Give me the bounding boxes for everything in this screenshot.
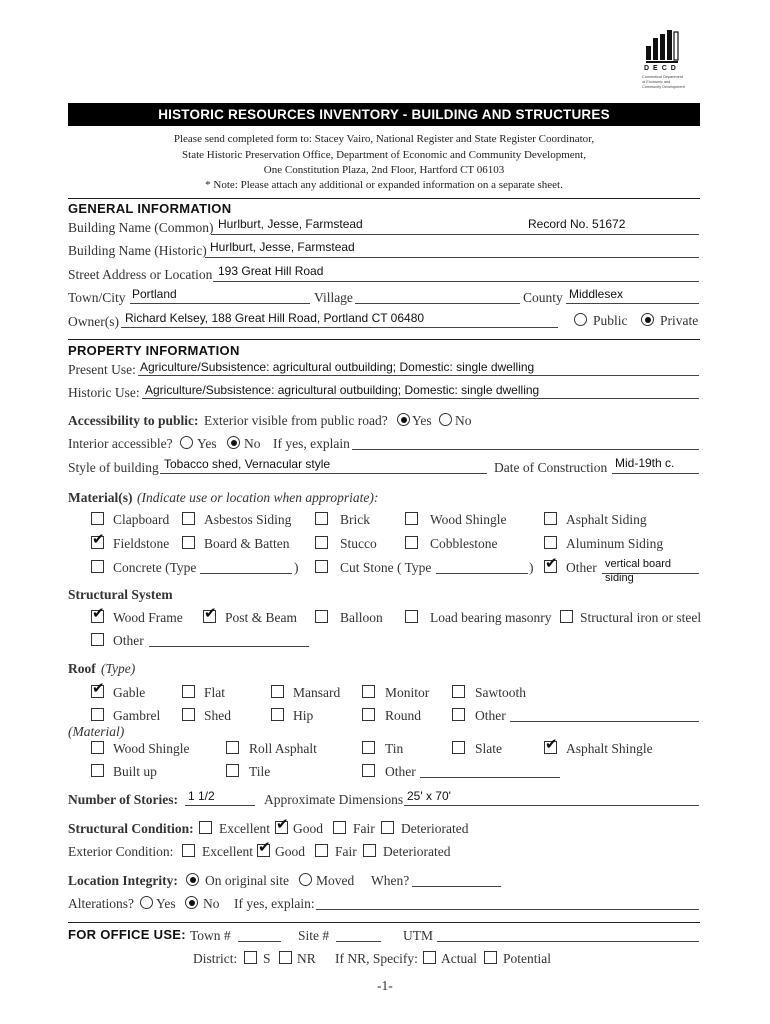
exterior-fair-checkbox[interactable]	[315, 844, 328, 857]
checkbox-label: Round	[385, 708, 422, 723]
checkbox-label: Cut Stone ( Type	[340, 560, 432, 575]
checkbox-label: Concrete (Type	[113, 560, 197, 575]
date-field[interactable]	[612, 473, 699, 474]
moved-radio[interactable]	[299, 873, 312, 886]
roof-wood-shingle-checkbox[interactable]	[91, 741, 104, 754]
stories-field[interactable]	[185, 805, 255, 806]
divider	[68, 198, 700, 199]
historic-name-value: Hurlburt, Jesse, Farmstead	[210, 240, 355, 254]
gable-checkbox[interactable]	[91, 679, 105, 698]
checkbox-label: Hip	[293, 708, 314, 723]
interior-yes-label: Yes	[197, 436, 217, 451]
page-number: -1-	[377, 978, 393, 993]
mansard-checkbox[interactable]	[271, 685, 284, 698]
tile-checkbox[interactable]	[226, 764, 239, 777]
roof-type-other-checkbox[interactable]	[452, 708, 465, 721]
post-beam-checkbox[interactable]	[203, 604, 217, 623]
exterior-good-checkbox[interactable]	[257, 838, 271, 857]
asbestos-siding-checkbox[interactable]	[182, 512, 195, 525]
site-number-label: Site #	[298, 928, 330, 943]
access-question: Exterior visible from public road?	[204, 413, 388, 428]
checkbox-label: Actual	[441, 951, 477, 966]
interior-no-label: No	[244, 436, 261, 451]
roof-material-hint: (Material)	[68, 724, 125, 739]
district-s-checkbox[interactable]	[244, 951, 257, 964]
checkbox-label: Sawtooth	[475, 685, 527, 700]
checkbox-label: Asphalt Shingle	[566, 741, 653, 756]
load-bearing-checkbox[interactable]	[405, 610, 418, 623]
roof-type-other-field[interactable]	[510, 721, 699, 722]
checkmark-icon: ✔	[276, 815, 289, 833]
stories-value: 1 1/2	[188, 789, 215, 803]
present-use-field[interactable]	[138, 375, 699, 376]
town-number-label: Town #	[190, 928, 231, 943]
checkbox-label: Wood Frame	[113, 610, 183, 625]
exterior-deteriorated-checkbox[interactable]	[363, 844, 376, 857]
materials-heading: Material(s)	[68, 490, 133, 505]
owner-label: Owner(s)	[68, 314, 119, 329]
explain-field[interactable]	[352, 449, 699, 450]
asphalt-siding-checkbox[interactable]	[544, 512, 557, 525]
owner-value: Richard Kelsey, 188 Great Hill Road, Portland CT 06480	[125, 311, 425, 325]
checkmark-icon: ✔	[258, 838, 271, 856]
historic-use-field[interactable]	[142, 398, 699, 399]
street-field[interactable]	[213, 281, 699, 282]
checkbox-label: Potential	[503, 951, 551, 966]
checkbox-label: Aluminum Siding	[566, 536, 664, 551]
structural-excellent-checkbox[interactable]	[199, 821, 212, 834]
checkbox-label: Mansard	[293, 685, 341, 700]
county-label: County	[523, 290, 563, 305]
alterations-yes-radio[interactable]	[140, 896, 153, 909]
shed-checkbox[interactable]	[182, 708, 195, 721]
flat-checkbox[interactable]	[182, 685, 195, 698]
checkbox-label: Flat	[204, 685, 226, 700]
gambrel-checkbox[interactable]	[91, 708, 104, 721]
style-field[interactable]	[160, 473, 487, 474]
exterior-yes-label: Yes	[412, 413, 432, 428]
interior-yes-radio[interactable]	[180, 436, 193, 449]
checkbox-label: Gambrel	[113, 708, 161, 723]
checkmark-icon: ✔	[204, 604, 217, 622]
checkbox-label: Stucco	[340, 536, 377, 551]
checkbox-label: Built up	[113, 764, 157, 779]
alterations-no-label: No	[203, 896, 220, 911]
style-value: Tobacco shed, Vernacular style	[164, 457, 331, 471]
cut-stone-type-field[interactable]	[436, 573, 528, 574]
village-field[interactable]	[355, 303, 520, 304]
checkbox-label: Monitor	[385, 685, 430, 700]
common-name-field[interactable]	[211, 234, 699, 235]
paren-close: )	[294, 560, 299, 575]
checkmark-icon: ✔	[545, 554, 558, 572]
county-field[interactable]	[566, 303, 699, 304]
alterations-explain-field[interactable]	[316, 909, 699, 910]
street-label: Street Address or Location	[68, 267, 213, 282]
board-batten-checkbox[interactable]	[182, 536, 195, 549]
exterior-excellent-checkbox[interactable]	[182, 844, 195, 857]
monitor-checkbox[interactable]	[362, 685, 375, 698]
sawtooth-checkbox[interactable]	[452, 685, 465, 698]
built-up-checkbox[interactable]	[91, 764, 104, 777]
concrete-type-field[interactable]	[200, 573, 292, 574]
brick-checkbox[interactable]	[315, 512, 328, 525]
decd-logo	[630, 28, 700, 98]
roof-material-other-field[interactable]	[420, 777, 560, 778]
checkbox-label: Other	[566, 560, 597, 575]
checkbox-label: Slate	[475, 741, 502, 756]
hip-checkbox[interactable]	[271, 708, 284, 721]
property-info-heading: PROPERTY INFORMATION	[68, 343, 240, 358]
office-use-heading: FOR OFFICE USE:	[68, 927, 186, 942]
slate-checkbox[interactable]	[452, 741, 465, 754]
structural-heading: Structural System	[68, 587, 173, 602]
town-field[interactable]	[130, 303, 310, 304]
checkmark-icon: ✔	[92, 679, 105, 697]
dimensions-label: Approximate Dimensions	[264, 792, 404, 807]
concrete-checkbox[interactable]	[91, 560, 104, 573]
checkbox-label: Other	[385, 764, 416, 779]
public-label: Public	[593, 313, 628, 328]
private-radio[interactable]	[641, 313, 654, 326]
checkbox-label: Fieldstone	[113, 536, 170, 551]
present-use-value: Agriculture/Subsistence: agricultural outbuilding; Domestic: single dwelling	[140, 360, 535, 374]
district-label: District:	[193, 951, 238, 966]
access-label: Accessibility to public:	[68, 413, 199, 428]
round-checkbox[interactable]	[362, 708, 375, 721]
original-site-label: On original site	[205, 873, 289, 888]
historic-name-label: Building Name (Historic)	[68, 243, 207, 258]
present-use-label: Present Use:	[68, 362, 136, 377]
town-value: Portland	[132, 287, 177, 301]
county-value: Middlesex	[569, 287, 624, 301]
balloon-checkbox[interactable]	[315, 610, 328, 623]
checkbox-label: Fair	[335, 844, 357, 859]
checkbox-label: Structural iron or steel	[580, 610, 702, 625]
checkbox-label: NR	[297, 951, 316, 966]
logo-text: DECD	[644, 65, 680, 72]
paren-close: )	[529, 560, 534, 575]
cut-stone-checkbox[interactable]	[315, 560, 328, 573]
roll-asphalt-checkbox[interactable]	[226, 741, 239, 754]
structural-other-checkbox[interactable]	[91, 633, 104, 646]
roof-material-other-checkbox[interactable]	[362, 764, 375, 777]
interior-label: Interior accessible?	[68, 436, 173, 451]
checkbox-label: Shed	[204, 708, 231, 723]
exterior-no-radio[interactable]	[439, 413, 452, 426]
checkbox-label: Deteriorated	[401, 821, 469, 836]
explain-label: If yes, explain	[273, 436, 350, 451]
common-name-label: Building Name (Common)	[68, 220, 214, 235]
wood-shingle-checkbox[interactable]	[405, 512, 418, 525]
divider	[68, 922, 700, 923]
checkbox-label: Balloon	[340, 610, 383, 625]
exterior-yes-radio[interactable]	[397, 413, 410, 426]
checkbox-label: Post & Beam	[225, 610, 298, 625]
checkbox-label: Deteriorated	[383, 844, 451, 859]
materials-hint: (Indicate use or location when appropriate):	[137, 490, 379, 505]
stucco-checkbox[interactable]	[315, 536, 328, 549]
aluminum-siding-checkbox[interactable]	[544, 536, 557, 549]
historic-use-label: Historic Use:	[68, 385, 140, 400]
alterations-no-radio[interactable]	[185, 896, 198, 909]
alterations-label: Alterations?	[68, 896, 134, 911]
divider	[68, 339, 700, 340]
form-title: HISTORIC RESOURCES INVENTORY - BUILDING AND STRUCTURES	[68, 103, 700, 126]
checkmark-icon: ✔	[92, 530, 105, 548]
checkbox-label: Excellent	[219, 821, 270, 836]
checkmark-icon: ✔	[545, 735, 558, 753]
historic-use-value: Agriculture/Subsistence: agricultural outbuilding; Domestic: single dwelling	[145, 383, 540, 397]
logo-tagline: Connecticut Department of Economic and Community Development	[642, 75, 685, 89]
village-label: Village	[314, 290, 353, 305]
checkbox-label: Cobblestone	[430, 536, 498, 551]
checkbox-label: Brick	[340, 512, 370, 527]
instruction-line: One Constitution Plaza, 2nd Floor, Hartford CT 06103	[263, 164, 505, 176]
date-value: Mid-19th c.	[615, 456, 675, 470]
checkmark-icon: ✔	[92, 604, 105, 622]
owner-field[interactable]	[121, 327, 558, 328]
record-number: Record No. 51672	[528, 217, 626, 231]
when-field[interactable]	[412, 886, 501, 887]
street-value: 193 Great Hill Road	[218, 264, 324, 278]
structural-condition-label: Structural Condition:	[68, 821, 194, 836]
roof-type-hint: (Type)	[101, 661, 136, 676]
checkbox-label: Other	[475, 708, 506, 723]
location-integrity-label: Location Integrity:	[68, 873, 178, 888]
checkbox-label: Clapboard	[113, 512, 170, 527]
district-nr-checkbox[interactable]	[279, 951, 292, 964]
structural-good-checkbox[interactable]	[275, 815, 289, 834]
site-number-field[interactable]	[336, 941, 381, 942]
cobblestone-checkbox[interactable]	[405, 536, 418, 549]
asphalt-shingle-checkbox[interactable]	[544, 735, 558, 754]
checkbox-label: Wood Shingle	[430, 512, 507, 527]
general-info-heading: GENERAL INFORMATION	[68, 201, 232, 216]
actual-checkbox[interactable]	[423, 951, 436, 964]
exterior-condition-label: Exterior Condition:	[68, 844, 174, 859]
structural-fair-checkbox[interactable]	[333, 821, 346, 834]
other-material-value-2: siding	[605, 572, 634, 584]
instruction-note: * Note: Please attach any additional or expanded information on a separate sheet.	[205, 179, 563, 191]
utm-label: UTM	[403, 928, 433, 943]
interior-no-radio[interactable]	[227, 436, 240, 449]
utm-field[interactable]	[437, 941, 699, 942]
structural-other-field[interactable]	[149, 646, 309, 647]
structural-deteriorated-checkbox[interactable]	[381, 821, 394, 834]
roof-heading: Roof	[68, 661, 96, 676]
instruction-line: State Historic Preservation Office, Department of Economic and Community Development,	[182, 149, 586, 161]
original-site-radio[interactable]	[186, 873, 199, 886]
tin-checkbox[interactable]	[362, 741, 375, 754]
checkbox-label: Tin	[385, 741, 404, 756]
moved-label: Moved	[316, 873, 355, 888]
dimensions-value: 25' x 70'	[407, 789, 451, 803]
checkbox-label: Excellent	[202, 844, 253, 859]
dimensions-field[interactable]	[404, 805, 699, 806]
historic-name-field[interactable]	[205, 257, 699, 258]
checkbox-label: Asphalt Siding	[566, 512, 647, 527]
checkbox-label: Wood Shingle	[113, 741, 190, 756]
structural-iron-checkbox[interactable]	[560, 610, 573, 623]
alterations-explain-label: If yes, explain:	[234, 896, 315, 911]
checkbox-label: Fair	[353, 821, 375, 836]
checkbox-label: Good	[293, 821, 323, 836]
checkbox-label: Good	[275, 844, 305, 859]
town-number-field[interactable]	[238, 941, 281, 942]
other-material-value: vertical board	[605, 558, 672, 570]
checkbox-label: Load bearing masonry	[430, 610, 552, 625]
alterations-yes-label: Yes	[156, 896, 176, 911]
checkbox-label: Roll Asphalt	[249, 741, 317, 756]
stories-label: Number of Stories:	[68, 792, 178, 807]
fieldstone-checkbox[interactable]	[91, 530, 105, 549]
private-label: Private	[660, 313, 699, 328]
clapboard-checkbox[interactable]	[91, 512, 104, 525]
checkbox-label: Tile	[249, 764, 271, 779]
checkbox-label: Other	[113, 633, 144, 648]
style-label: Style of building	[68, 460, 159, 475]
instruction-line: Please send completed form to: Stacey Vairo, National Register and State Register Coordinator,	[173, 133, 595, 145]
wood-frame-checkbox[interactable]	[91, 604, 105, 623]
date-label: Date of Construction	[494, 460, 608, 475]
other-material-checkbox[interactable]	[544, 554, 558, 573]
exterior-no-label: No	[455, 413, 472, 428]
town-label: Town/City	[68, 290, 126, 305]
common-name-value: Hurlburt, Jesse, Farmstead	[218, 217, 363, 231]
checkbox-label: Board & Batten	[204, 536, 290, 551]
nr-specify-label: If NR, Specify:	[335, 951, 418, 966]
checkbox-label: Asbestos Siding	[204, 512, 292, 527]
when-label: When?	[371, 873, 410, 888]
checkbox-label: Gable	[113, 685, 146, 700]
checkbox-label: S	[263, 951, 271, 966]
potential-checkbox[interactable]	[484, 951, 497, 964]
public-radio[interactable]	[574, 313, 587, 326]
